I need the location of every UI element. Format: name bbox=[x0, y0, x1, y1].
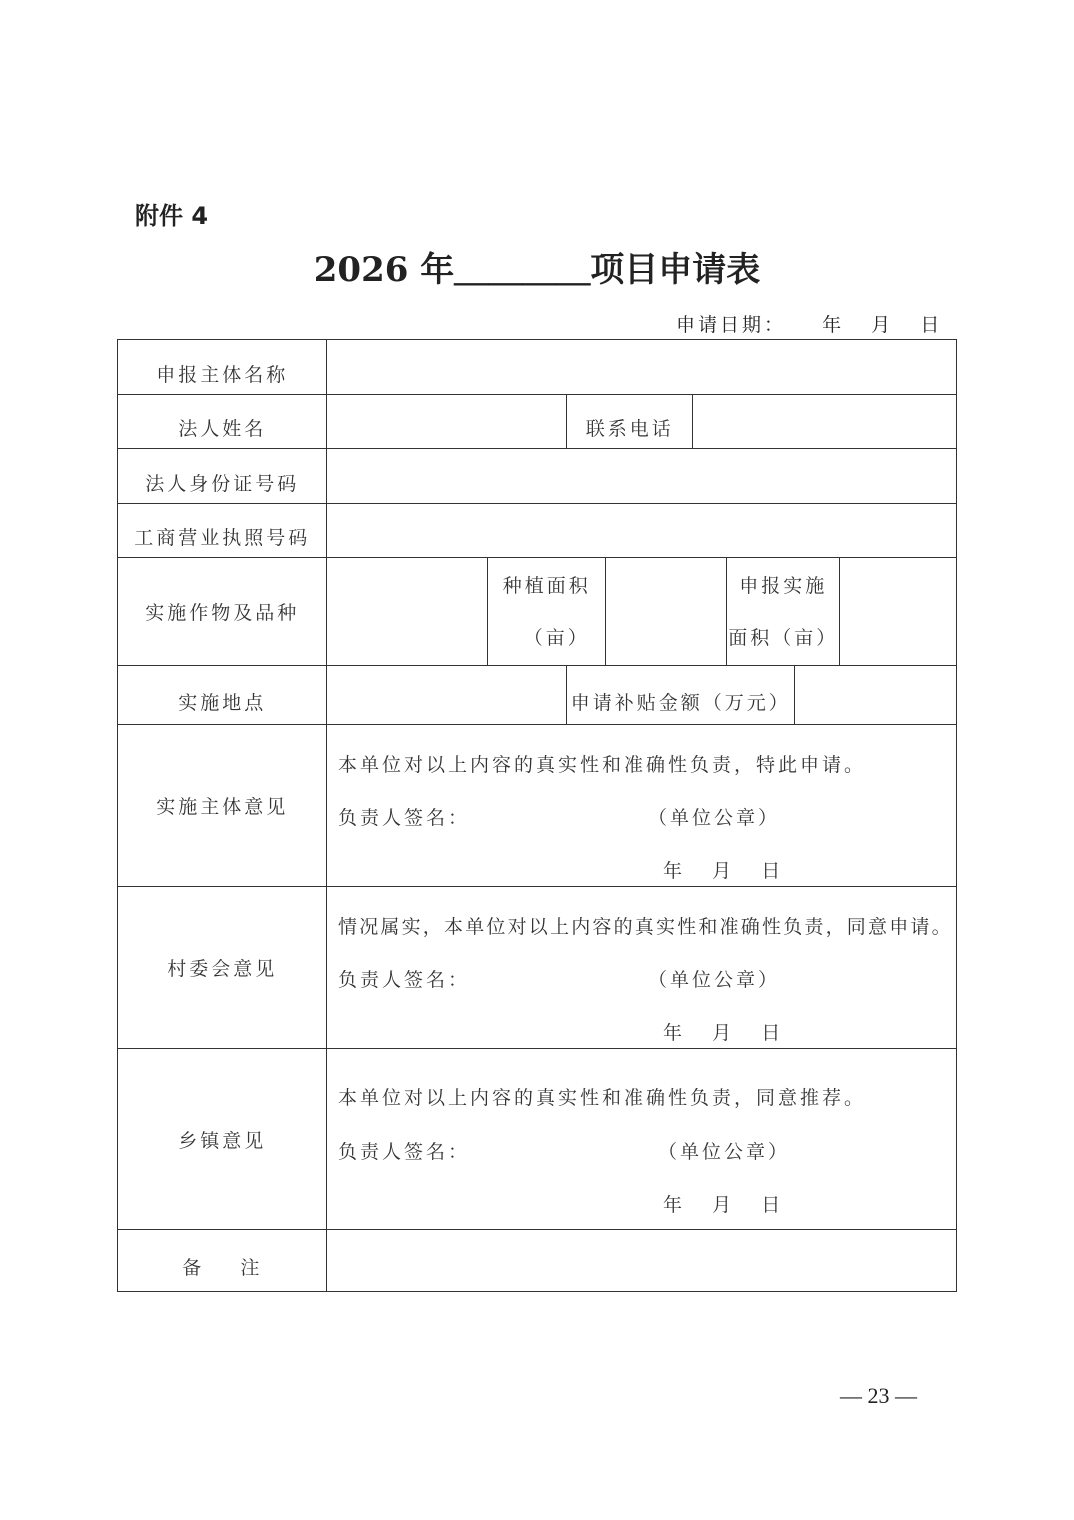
label-town-opinion: 乡镇意见 bbox=[117, 1048, 327, 1230]
village-statement: 情况属实，本单位对以上内容的真实性和准确性负责，同意申请。 bbox=[338, 916, 953, 938]
entity-statement: 本单位对以上内容的真实性和准确性负责，特此申请。 bbox=[338, 754, 867, 776]
entity-date: 年 月 日 bbox=[663, 860, 784, 882]
label-id-number: 法人身份证号码 bbox=[117, 448, 327, 504]
subsidy-field[interactable] bbox=[794, 665, 957, 725]
label-crop: 实施作物及品种 bbox=[117, 557, 327, 666]
phone-field[interactable] bbox=[692, 394, 957, 449]
applicant-name-field[interactable] bbox=[326, 339, 957, 395]
label-declared-area bbox=[726, 557, 840, 666]
label-plant-area bbox=[487, 557, 606, 666]
page-title: 2026 年＿＿＿＿项目申请表 bbox=[313, 250, 761, 290]
label-legal-person: 法人姓名 bbox=[117, 394, 327, 449]
entity-signature: 负责人签名： bbox=[338, 807, 471, 829]
village-seal: （单位公章） bbox=[648, 969, 781, 991]
town-statement: 本单位对以上内容的真实性和准确性负责，同意推荐。 bbox=[338, 1087, 867, 1109]
declared-area-line1: 申报实施 bbox=[739, 574, 828, 597]
entity-seal: （单位公章） bbox=[648, 807, 781, 829]
label-applicant-name: 申报主体名称 bbox=[117, 339, 327, 395]
label-entity-opinion: 实施主体意见 bbox=[117, 724, 327, 887]
label-subsidy: 申请补贴金额（万元） bbox=[566, 665, 795, 725]
license-number-field[interactable] bbox=[326, 503, 957, 558]
label-phone: 联系电话 bbox=[566, 394, 693, 449]
label-location: 实施地点 bbox=[117, 665, 327, 725]
plant-area-line2: （亩） bbox=[523, 626, 590, 649]
attachment-label: 附件 4 bbox=[135, 202, 209, 230]
declared-area-field[interactable] bbox=[839, 557, 957, 666]
plant-area-line1: 种植面积 bbox=[502, 574, 591, 597]
town-date: 年 月 日 bbox=[663, 1194, 784, 1216]
legal-person-field[interactable] bbox=[326, 394, 567, 449]
plant-area-field[interactable] bbox=[605, 557, 727, 666]
location-field[interactable] bbox=[326, 665, 567, 725]
id-number-field[interactable] bbox=[326, 448, 957, 504]
remarks-field[interactable] bbox=[326, 1229, 957, 1292]
declared-area-line2: 面积（亩） bbox=[728, 626, 839, 649]
town-seal: （单位公章） bbox=[658, 1141, 791, 1163]
town-signature: 负责人签名： bbox=[338, 1141, 471, 1163]
label-remarks: 备 注 bbox=[117, 1229, 327, 1292]
apply-date: 申请日期： 年 月 日 bbox=[676, 314, 943, 336]
village-signature: 负责人签名： bbox=[338, 969, 471, 991]
label-village-opinion: 村委会意见 bbox=[117, 886, 327, 1049]
crop-field[interactable] bbox=[326, 557, 488, 666]
page-number: — 23 — bbox=[840, 1383, 917, 1408]
village-date: 年 月 日 bbox=[663, 1022, 784, 1044]
label-license-number: 工商营业执照号码 bbox=[117, 503, 327, 558]
